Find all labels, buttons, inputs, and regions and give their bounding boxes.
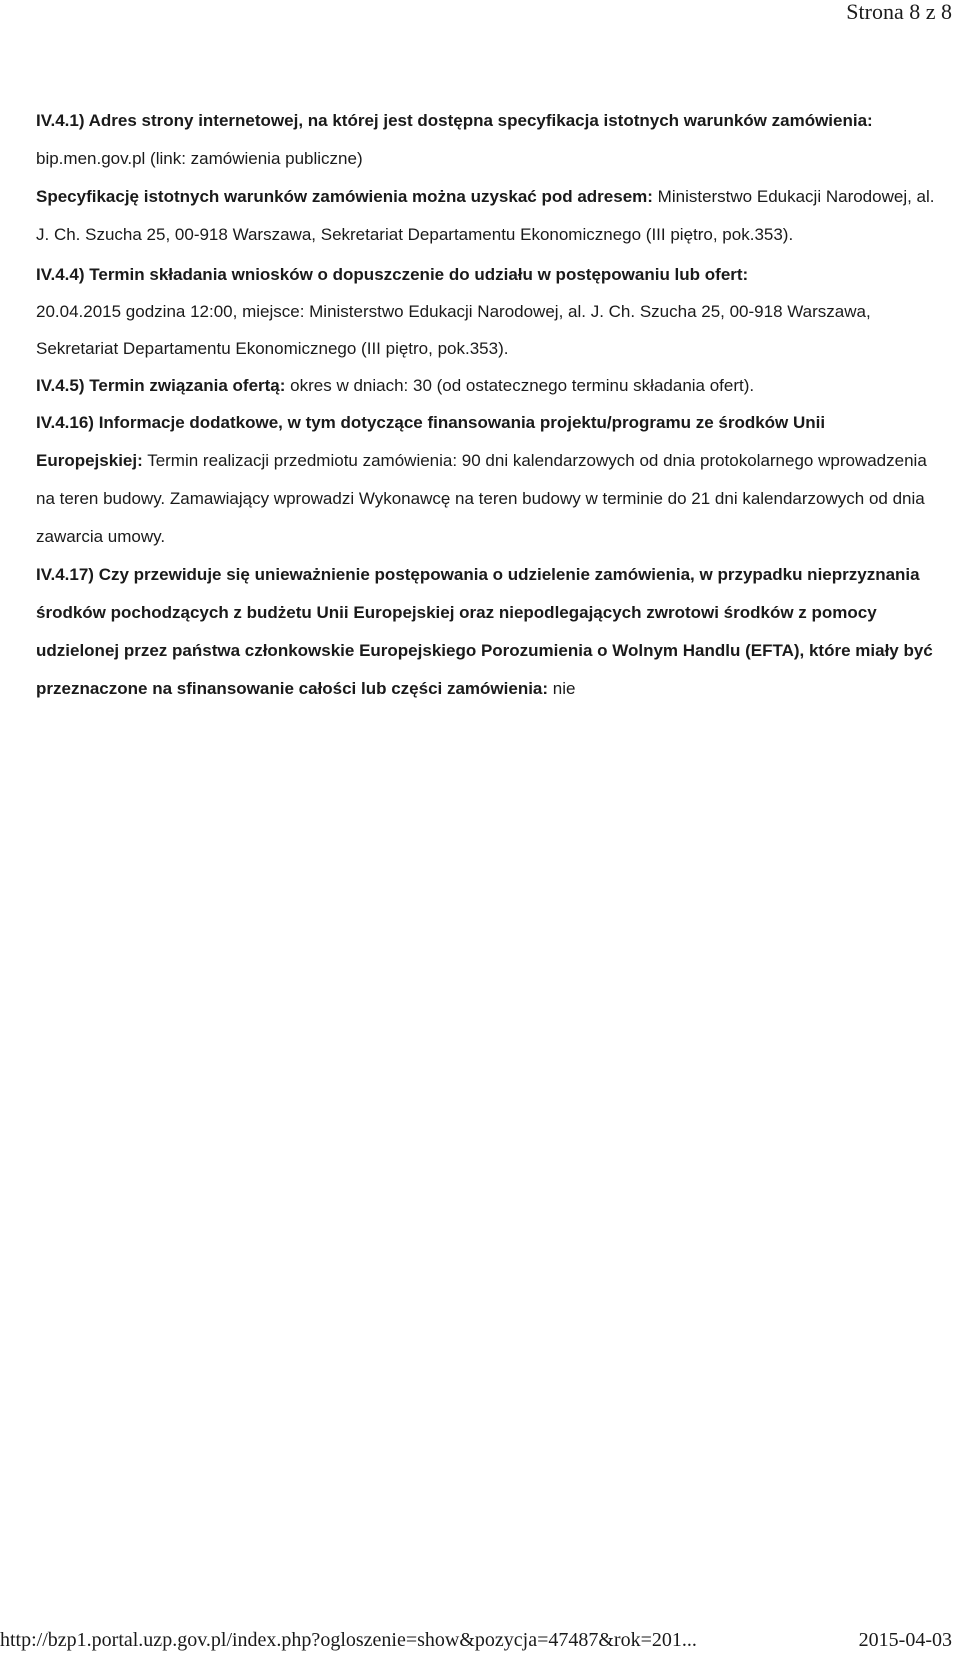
section-label: IV.4.17) Czy przewiduje się unieważnienie postępowania o udzielenie zamówienia, w przypadku nieprzyznania środków pochodzących z budżetu Unii Europejskiej oraz niepodlegających zwrotowi środków z pomocy udzielonej przez państwa członkowskie Europejskiego Porozumienia o Wolnym Handlu (EFTA), które miały być przeznaczone na sfinansowanie całości lub części zamówienia: bbox=[36, 565, 933, 698]
document-body bbox=[36, 102, 936, 708]
section-value: bip.men.gov.pl (link: zamówienia publiczne) bbox=[36, 149, 363, 168]
section-label: IV.4.4) Termin składania wniosków o dopuszczenie do udziału w postępowaniu lub ofert: bbox=[36, 265, 749, 284]
section-value: Ministerstwo Edukacji Narodowej, al. J. Ch. Szucha 25, 00-918 Warszawa, Sekretariat Departamentu Ekonomicznego (III piętro, pok.353). bbox=[36, 187, 935, 244]
section-value: okres w dniach: 30 (od ostatecznego terminu składania ofert). bbox=[290, 376, 755, 395]
section-label: Specyfikację istotnych warunków zamówienia można uzyskać pod adresem: bbox=[36, 187, 653, 206]
section-iv-4-1 bbox=[36, 102, 936, 254]
section-iv-4-17 bbox=[36, 556, 936, 708]
section-label: IV.4.16) Informacje dodatkowe, w tym dotyczące finansowania projektu/programu ze środków Unii Europejskiej: bbox=[36, 413, 826, 470]
section-iv-4-16 bbox=[36, 404, 936, 556]
section-value: Termin realizacji przedmiotu zamówienia: 90 dni kalendarzowych od dnia protokolarnego wprowadzenia na teren budowy. Zamawiający wprowadzi Wykonawcę na teren budowy w terminie do 21 dni kalendarzowych od dnia zawarcia umowy. bbox=[36, 451, 927, 546]
source-url: http://bzp1.portal.uzp.gov.pl/index.php?ogloszenie=show&pozycja=47487&rok=201... bbox=[0, 1629, 697, 1651]
section-value: nie bbox=[552, 679, 576, 698]
page-footer bbox=[0, 1626, 960, 1654]
section-iv-4-5 bbox=[36, 367, 936, 404]
section-label: IV.4.1) Adres strony internetowej, na której jest dostępna specyfikacja istotnych warunków zamówienia: bbox=[36, 111, 873, 130]
page-indicator: Strona 8 z 8 bbox=[846, 0, 952, 24]
print-date: 2015-04-03 bbox=[858, 1629, 952, 1651]
section-iv-4-4 bbox=[36, 256, 936, 367]
section-value: 20.04.2015 godzina 12:00, miejsce: Ministerstwo Edukacji Narodowej, al. J. Ch. Szucha 25, 00-918 Warszawa, Sekretariat Departamentu Ekonomicznego (III piętro, pok.353). bbox=[36, 302, 871, 358]
section-label: IV.4.5) Termin związania ofertą: bbox=[36, 376, 286, 395]
